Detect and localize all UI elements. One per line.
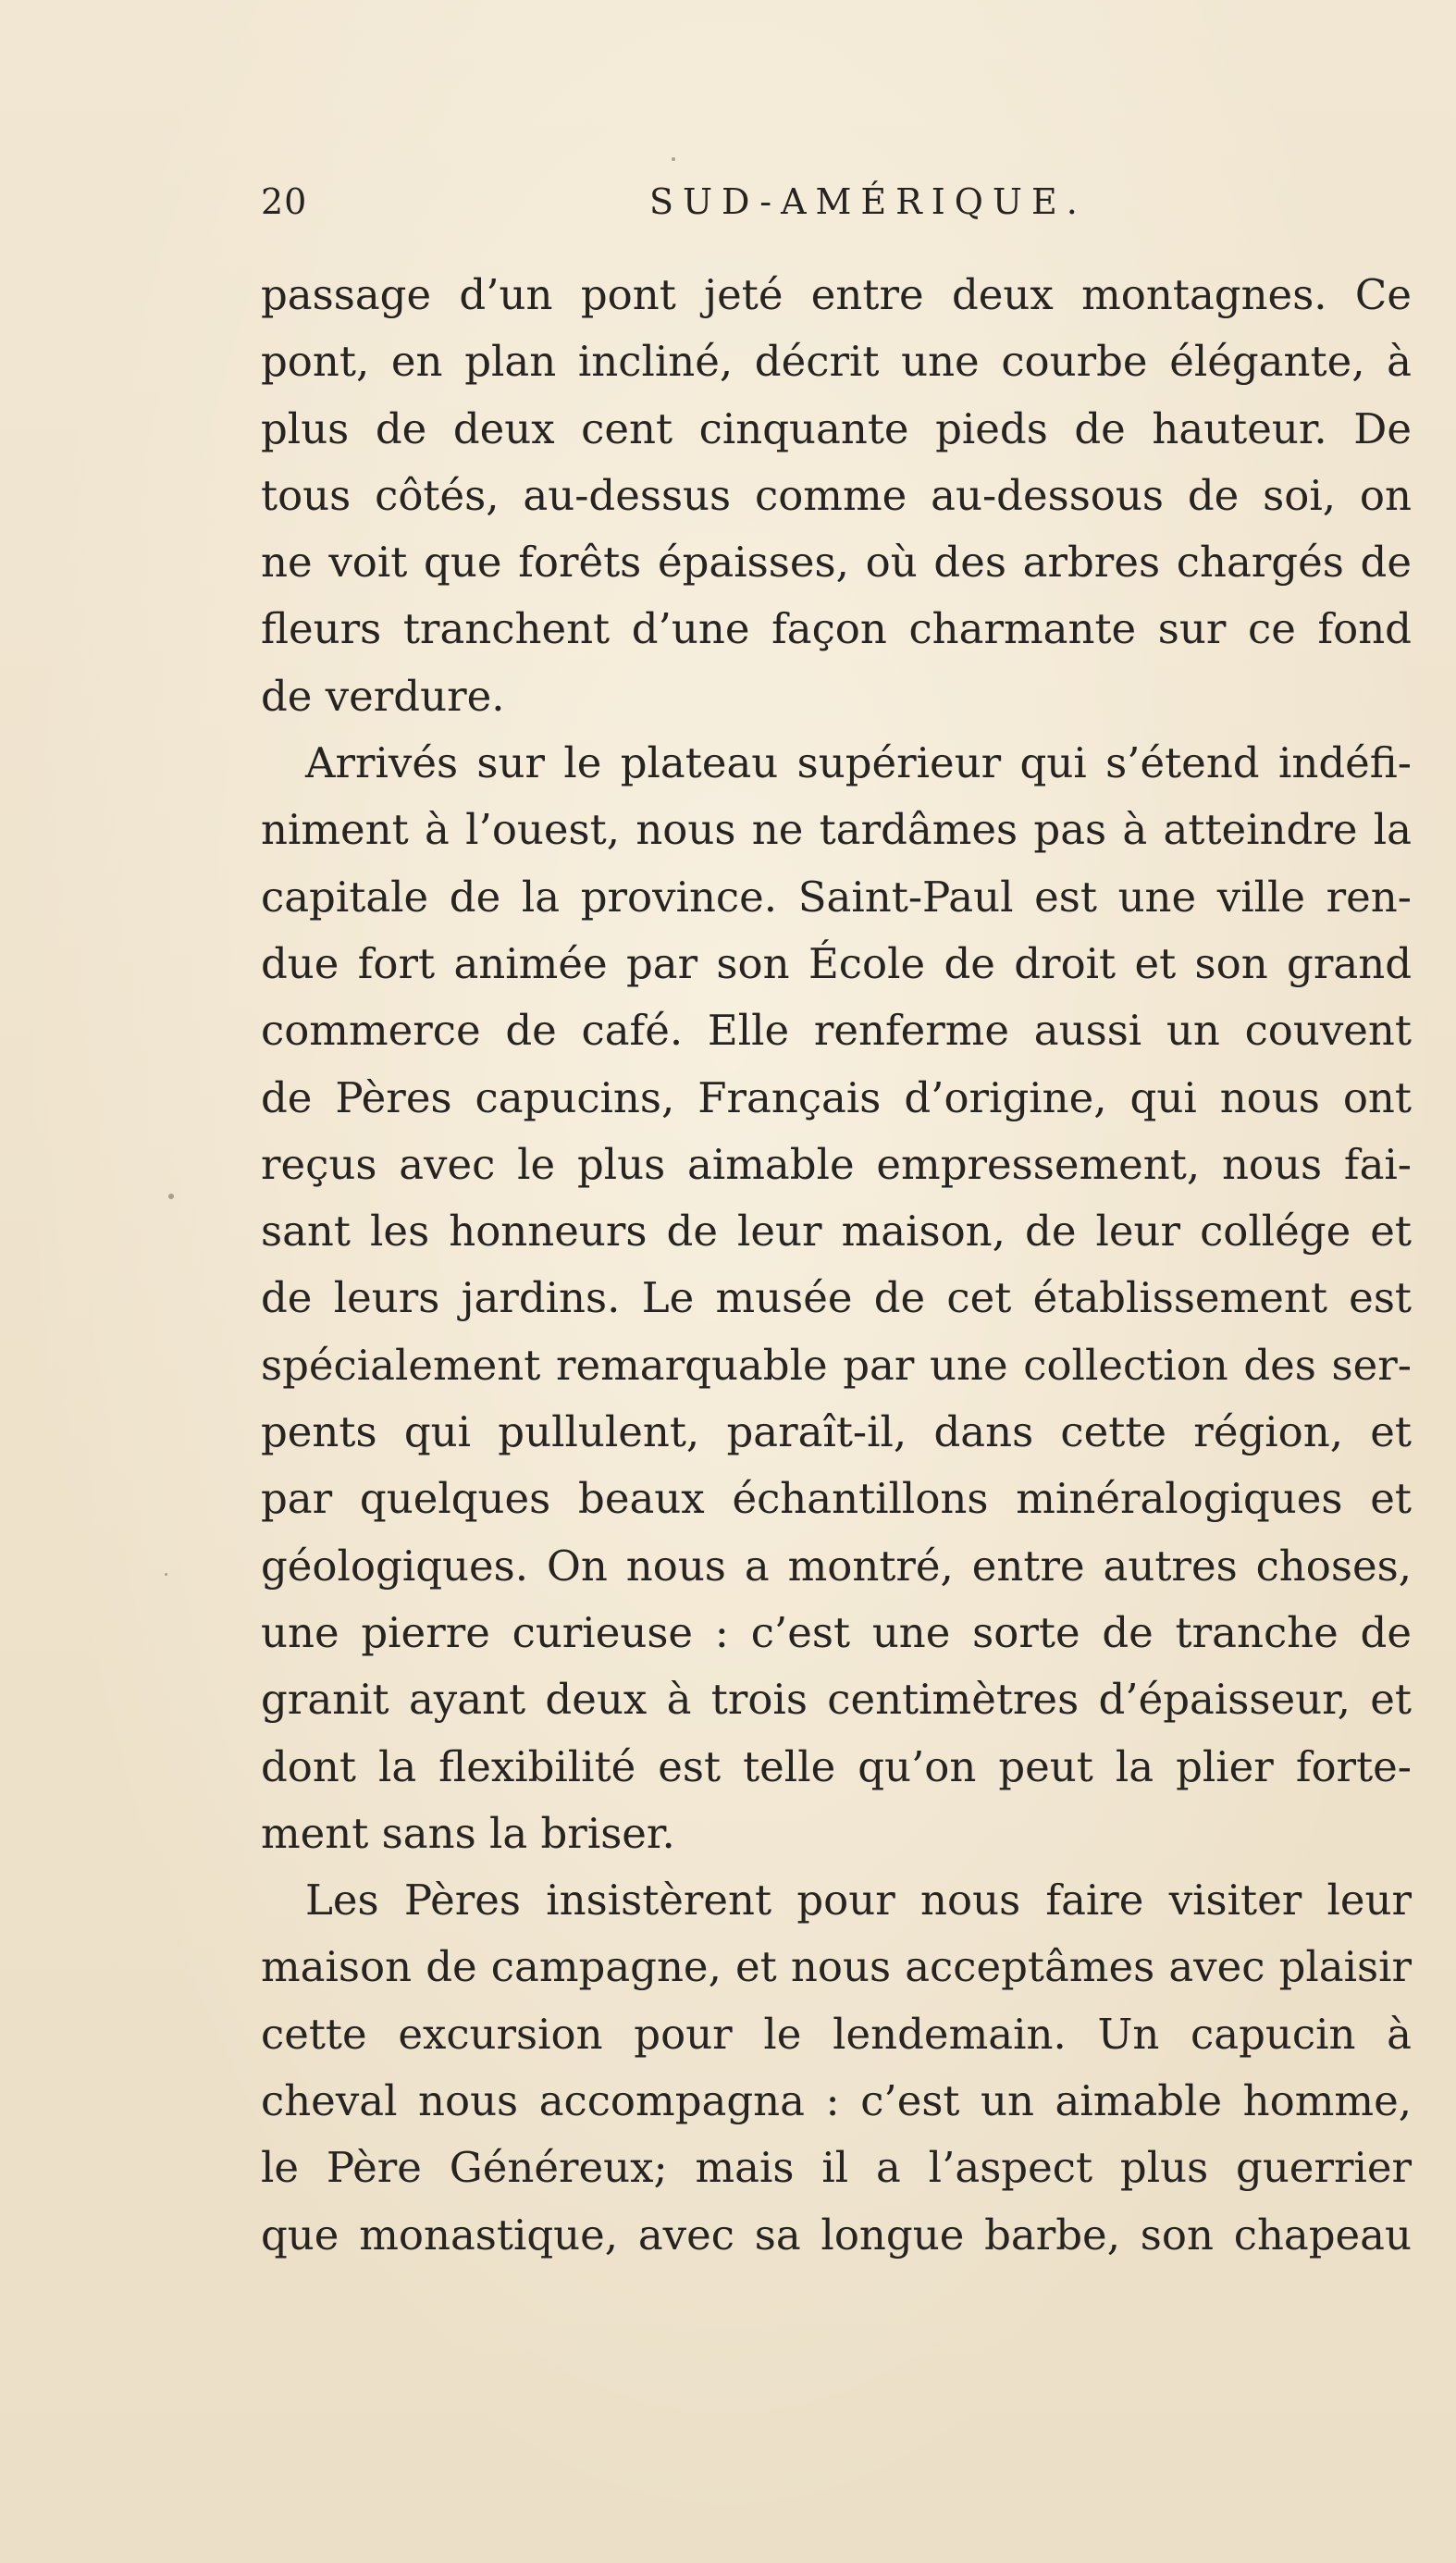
text-line: ne voit que forêts épaisses, où des arbres chargés de (261, 538, 1412, 588)
text-line: de Pères capucins, Français d’origine, qui nous ont (261, 1072, 1412, 1122)
body-text (261, 262, 1412, 2269)
text-line: géologiques. On nous a montré, entre autres choses, (261, 1541, 1412, 1591)
text-line: dont la flexibilité est telle qu’on peut la plier forte- (261, 1741, 1412, 1791)
text-line: granit ayant deux à trois centimètres d’épaisseur, et (261, 1675, 1412, 1725)
text-line: cette excursion pour le lendemain. Un capucin à (261, 2009, 1412, 2059)
text-line: maison de campagne, et nous acceptâmes avec plaisir (261, 1942, 1412, 1992)
text-line: pents qui pullulent, paraît-il, dans cette région, et (261, 1407, 1412, 1457)
text-line: reçus avec le plus aimable empressement, nous fai- (261, 1139, 1412, 1189)
text-line: spécialement remarquable par une collection des ser- (261, 1340, 1412, 1390)
text-line: Arrivés sur le plateau supérieur qui s’étend indéfi- (305, 738, 1412, 788)
text-line: plus de deux cent cinquante pieds de hauteur. De (261, 403, 1412, 453)
paragraph (261, 1867, 1412, 2269)
text-line: due fort animée par son École de droit et son grand (261, 938, 1412, 988)
text-line: capitale de la province. Saint-Paul est une ville ren- (261, 872, 1412, 922)
text-line: une pierre curieuse : c’est une sorte de tranche de (261, 1607, 1412, 1657)
text-line: Les Pères insistèrent pour nous faire visiter leur (305, 1876, 1412, 1925)
paragraph (261, 730, 1412, 1867)
text-line: niment à l’ouest, nous ne tardâmes pas à atteindre la (261, 805, 1412, 855)
page-number: 20 (261, 181, 308, 222)
paper-speck (168, 1194, 174, 1199)
paper-speck (165, 1573, 167, 1576)
text-line: le Père Généreux; mais il a l’aspect plus guerrier (261, 2143, 1412, 2193)
paragraph (261, 262, 1412, 730)
text-line: par quelques beaux échantillons minéralogiques et (261, 1474, 1412, 1524)
text-line: fleurs tranchent d’une façon charmante sur ce fond (261, 604, 1412, 654)
running-title: SUD-AMÉRIQUE. (649, 181, 1087, 222)
paper-speck (672, 157, 675, 161)
text-line: tous côtés, au-dessus comme au-dessous de soi, on (261, 470, 1412, 520)
text-line: de leurs jardins. Le musée de cet établissement est (261, 1273, 1412, 1323)
page-header (261, 181, 1232, 237)
text-line: commerce de café. Elle renferme aussi un couvent (261, 1006, 1412, 1056)
text-line: pont, en plan incliné, décrit une courbe élégante, à (261, 337, 1412, 387)
text-line: ment sans la briser. (261, 1808, 675, 1858)
text-line: de verdure. (261, 671, 505, 721)
text-line: passage d’un pont jeté entre deux montagnes. Ce (261, 270, 1412, 319)
text-line: que monastique, avec sa longue barbe, son chapeau (261, 2210, 1412, 2260)
text-line: cheval nous accompagna : c’est un aimable homme, (261, 2076, 1412, 2126)
text-line: sant les honneurs de leur maison, de leur collége et (261, 1207, 1412, 1257)
